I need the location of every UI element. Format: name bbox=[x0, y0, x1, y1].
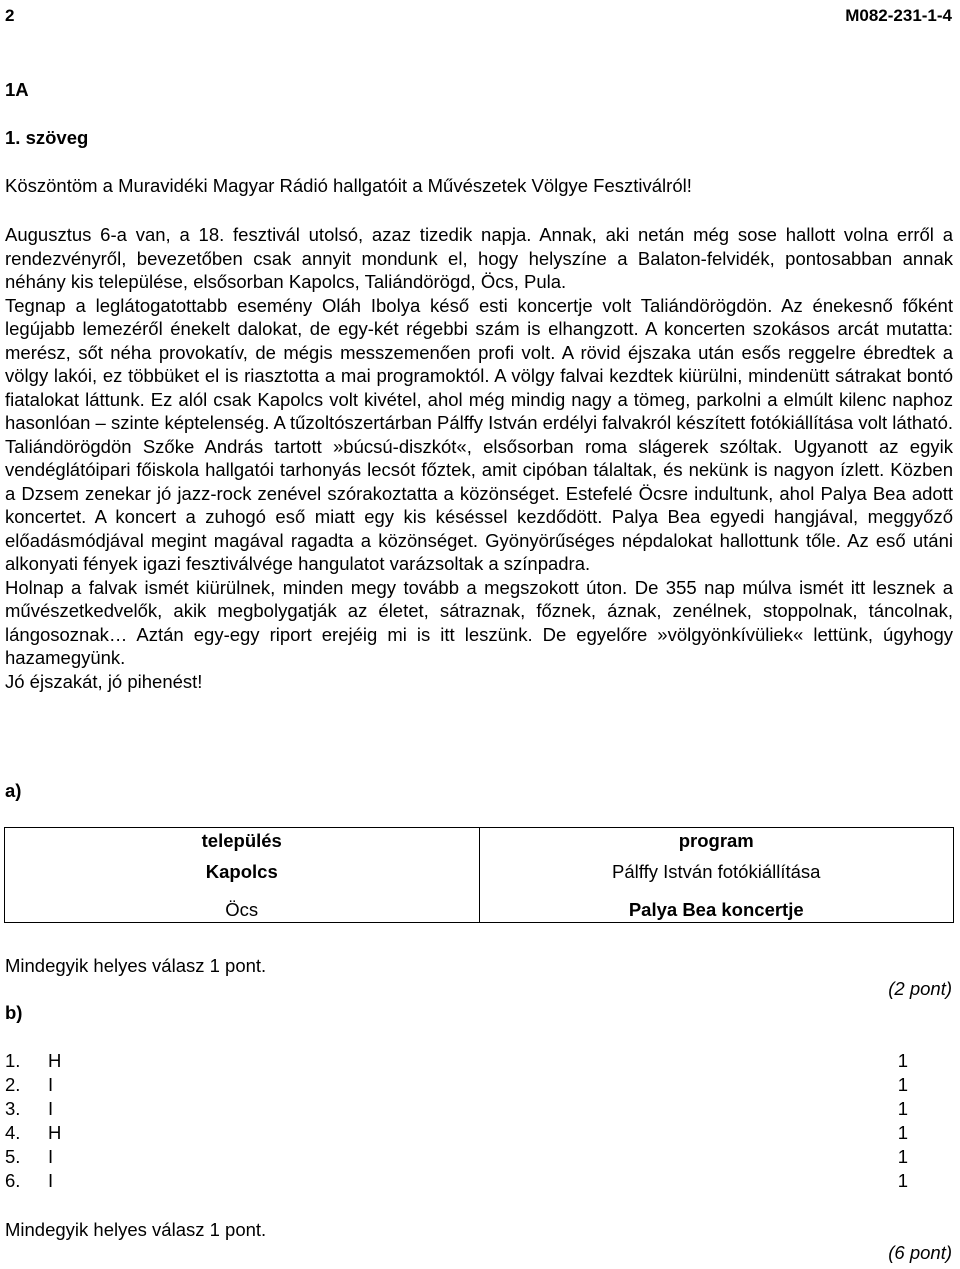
answer-item-3 bbox=[5, 1098, 53, 1120]
answer-item-2 bbox=[5, 1074, 53, 1096]
answer-table-col-1 bbox=[5, 828, 480, 923]
page-number: 2 bbox=[5, 6, 15, 25]
answer-table bbox=[4, 827, 954, 923]
table-cell-palya: Palya Bea koncertje bbox=[628, 899, 804, 920]
table-cell-palffy: Pálffy István fotókiállítása bbox=[612, 861, 821, 882]
part-b-points: (6 pont) bbox=[888, 1242, 952, 1263]
item-answer: I bbox=[48, 1146, 54, 1167]
item-point: 1 bbox=[897, 1170, 908, 1191]
part-a-note: Mindegyik helyes válasz 1 pont. bbox=[5, 955, 267, 976]
paragraph-outlook: Holnap a falvak ismét kiürülnek, minden megy tovább a megszokott úton. De 355 nap múlva ismét itt lesznek a művészetkedvelők, akik megbolygatják az életet, sátraznak, főznek, áznak, zenélnek, stoppolnak, táncolnak, lángosoznak… Aztán egy-egy riport erejéig mi is itt leszünk. De egyelőre »völgyönkívüliek« lettünk, úgyhogy hazamegyünk. bbox=[5, 576, 953, 668]
paragraph-closing: Jó éjszakát, jó pihenést! bbox=[5, 670, 203, 692]
part-b-label: b) bbox=[5, 1002, 23, 1023]
answer-item-6 bbox=[5, 1170, 53, 1192]
paragraph-report: Tegnap a leglátogatottabb esemény Oláh Ibolya késő esti koncertje volt Taliándörögdön. Az énekesnő főként legújabb lemezéről énekelt dalokat, de egy-két régebbi szám is elhangzott. A koncerten szokásos arcát mutatta: merész, sőt néha provokatív, de mégis messzemenően profi volt. A rövid éjszaka után esős reggelre ébredtek a völgy lakói, ez többüket el is riasztotta a mai programoktól. A völgy falvai kezdtek kiürülni, mindenütt sátrakat bontó fiatalokat láttunk. Ez alól csak Kapolcs volt kivétel, ahol még mindig nagy a tömeg, parkolni a elmúlt kilenc naphoz hasonlóan – szinte képtelenség. A tűzoltószertárban Pálffy István erdélyi falvakról készített fotókiállítása volt látható. Taliándörögdön Szőke András tartott »búcsú-diszkót«, elsősorban roma slágerek szóltak. Ugyanott az egyik vendéglátóipari főiskola hallgatói tarhonyás lecsót főztek, amit cipóban tálaltak, és nekünk is nagyon ízlett. Közben a Dzsem zenekar jó jazz-rock zenével szórakoztatta a közönséget. Estefelé Öcsre indultunk, ahol Palya Bea adott koncertet. A koncert a zuhogó eső miatt egy kis késéssel kezdődött. Palya Bea egyedi hangjával, meggyőző előadásmódjával megint magával ragadta a közönséget. Gyönyörűséges népdalokat hallottunk tőle. Az eső utáni alkonyati fények igazi fesztiválvége hangulatot varázsoltak a színpadra. bbox=[5, 294, 953, 574]
answer-item-5 bbox=[5, 1146, 53, 1168]
item-point: 1 bbox=[897, 1122, 908, 1143]
section-label: 1A bbox=[5, 79, 29, 100]
table-cell-ocs: Öcs bbox=[225, 899, 259, 920]
table-cell-kapolcs: Kapolcs bbox=[205, 861, 278, 882]
item-answer: H bbox=[48, 1122, 62, 1143]
item-answer: I bbox=[48, 1074, 54, 1095]
item-number: 1. bbox=[5, 1050, 21, 1071]
greeting-line: Köszöntöm a Muravidéki Magyar Rádió hallgatóit a Művészetek Völgye Fesztiválról! bbox=[5, 175, 692, 196]
item-number: 6. bbox=[5, 1170, 21, 1191]
item-answer: H bbox=[48, 1050, 62, 1071]
document-code: M082-231-1-4 bbox=[845, 6, 952, 25]
item-number: 5. bbox=[5, 1146, 21, 1167]
body-text bbox=[5, 223, 953, 693]
answer-item-1 bbox=[5, 1050, 61, 1072]
table-header-program: program bbox=[678, 830, 754, 851]
item-point: 1 bbox=[897, 1146, 908, 1167]
paragraph-intro: Augusztus 6-a van, a 18. fesztivál utolsó, azaz tizedik napja. Annak, aki netán még sose hallott volna erről a rendezvényről, bevezetőben csak annyit mondunk el, hogy helyszíne a Balaton-felvidék, pontosabban annak néhány kis települése, elsősorban Kapolcs, Taliándörögd, Öcs, Pula. bbox=[5, 224, 953, 292]
item-answer: I bbox=[48, 1170, 54, 1191]
text-title: 1. szöveg bbox=[5, 127, 89, 148]
item-number: 2. bbox=[5, 1074, 21, 1095]
table-header-telepules: település bbox=[201, 830, 282, 851]
item-point: 1 bbox=[897, 1050, 908, 1071]
answer-table-col-2 bbox=[479, 828, 954, 923]
item-answer: I bbox=[48, 1098, 54, 1119]
item-point: 1 bbox=[897, 1074, 908, 1095]
answer-item-4 bbox=[5, 1122, 61, 1144]
item-number: 3. bbox=[5, 1098, 21, 1119]
item-point: 1 bbox=[897, 1098, 908, 1119]
item-number: 4. bbox=[5, 1122, 21, 1143]
part-a-label: a) bbox=[5, 780, 22, 801]
part-b-note: Mindegyik helyes válasz 1 pont. bbox=[5, 1219, 267, 1240]
part-a-points: (2 pont) bbox=[888, 978, 952, 999]
